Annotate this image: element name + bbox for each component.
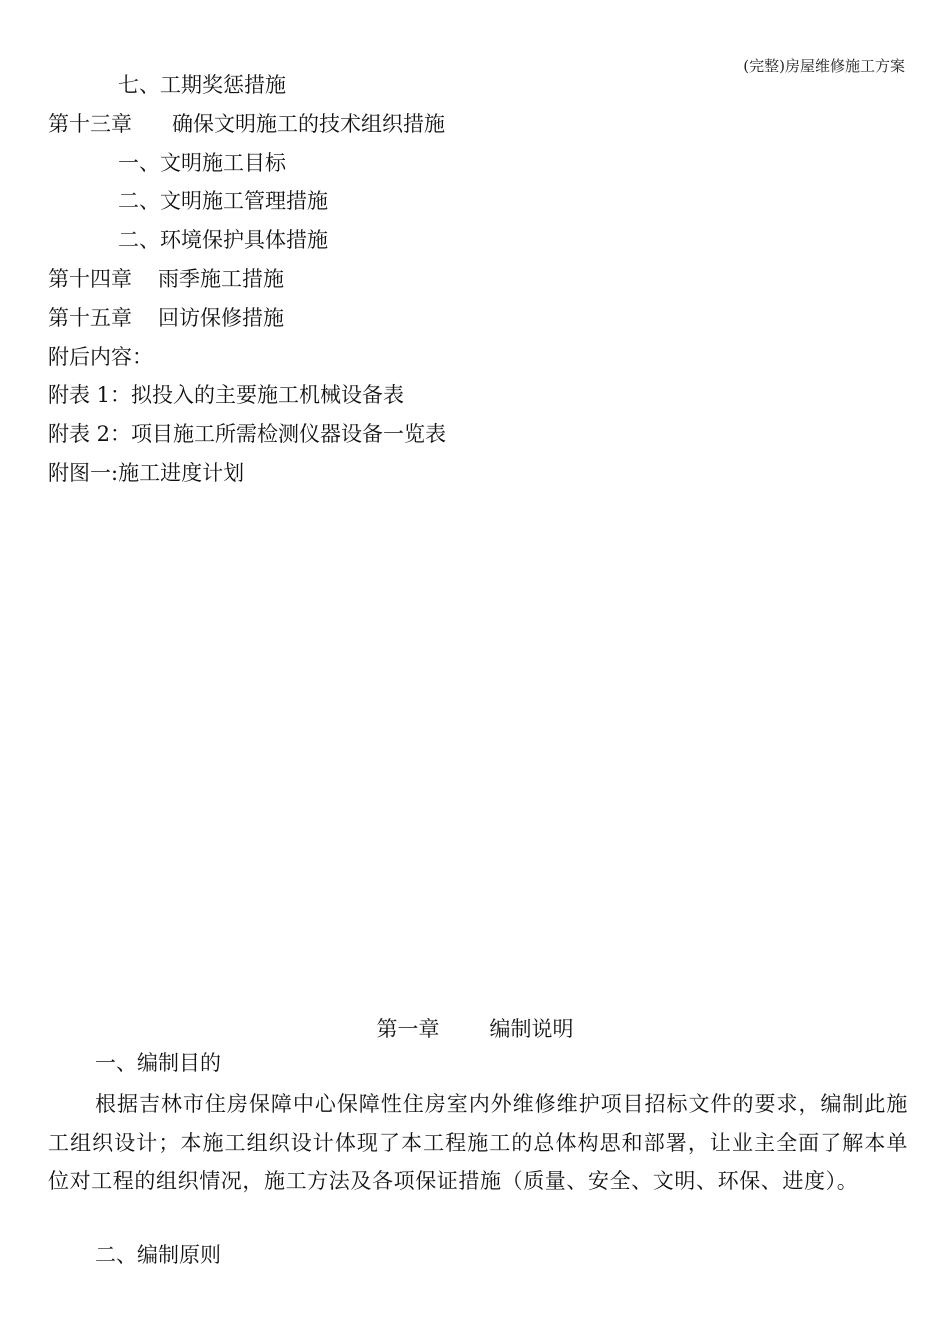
toc-entry-text: 二、环境保护具体措施 xyxy=(118,228,328,253)
toc-entry xyxy=(48,66,908,105)
table-of-contents xyxy=(48,66,908,493)
toc-entry xyxy=(48,182,908,221)
toc-entry-text: 二、文明施工管理措施 xyxy=(118,189,328,214)
toc-chapter-number: 第十四章 xyxy=(48,266,132,291)
section-heading: 二、编制原则 xyxy=(95,1243,221,1267)
toc-entry xyxy=(48,376,908,415)
toc-entry-text: 附后内容： xyxy=(48,344,153,369)
toc-entry xyxy=(48,144,908,183)
toc-chapter-number: 第十三章 xyxy=(48,111,132,136)
toc-chapter-title: 回访保修措施 xyxy=(158,305,284,330)
toc-chapter-number: 第十五章 xyxy=(48,305,132,330)
toc-entry-text: 附图一:施工进度计划 xyxy=(48,460,245,485)
toc-entry xyxy=(48,221,908,260)
running-header: (完整)房屋维修施工方案 xyxy=(743,57,905,75)
toc-chapter-entry xyxy=(48,260,908,299)
toc-chapter-title: 确保文明施工的技术组织措施 xyxy=(172,111,445,136)
chapter-title: 编制说明 xyxy=(489,1017,574,1041)
chapter-number: 第一章 xyxy=(376,1017,440,1041)
toc-chapter-entry xyxy=(48,105,908,144)
toc-entry-text: 附表 1：拟投入的主要施工机械设备表 xyxy=(48,383,405,408)
body-paragraph: 根据吉林市住房保障中心保障性住房室内外维修维护项目招标文件的要求，编制此施工组织设计；本施工组织设计体现了本工程施工的总体构思和部署，让业主全面了解本单位对工程的组织情况，施工方法及各项保证措施（质量、安全、文明、环保、进度）。 xyxy=(48,1092,908,1193)
toc-entry-text: 一、文明施工目标 xyxy=(118,150,286,175)
toc-entry xyxy=(48,338,908,377)
toc-chapter-entry xyxy=(48,299,908,338)
chapter-heading xyxy=(0,1012,950,1046)
section-heading: 一、编制目的 xyxy=(95,1051,221,1075)
toc-chapter-title: 雨季施工措施 xyxy=(158,266,284,291)
toc-entry-text: 附表 2：项目施工所需检测仪器设备一览表 xyxy=(48,422,447,447)
toc-entry xyxy=(48,454,908,493)
toc-entry-text: 七、工期奖惩措施 xyxy=(118,73,286,97)
toc-entry xyxy=(48,415,908,454)
